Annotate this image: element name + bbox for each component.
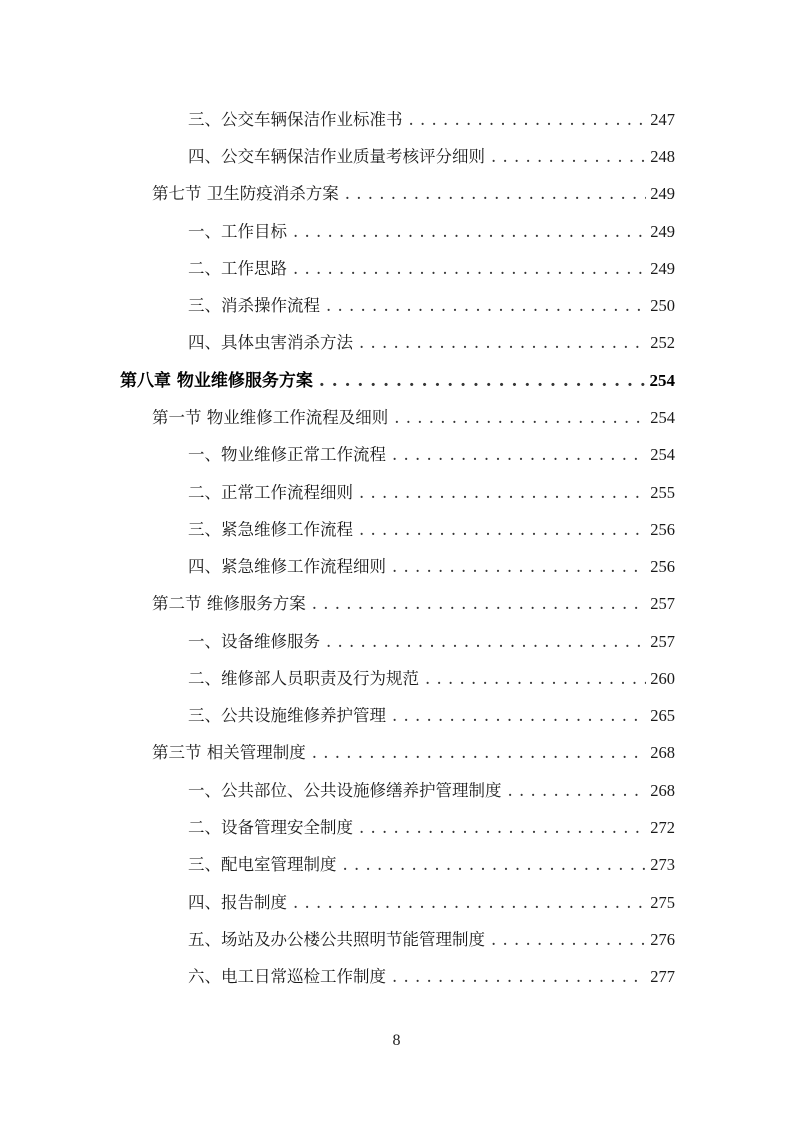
toc-entry[interactable] xyxy=(188,554,675,580)
dot-leader xyxy=(345,181,647,207)
toc-entry-title: 四、报告制度 xyxy=(188,893,287,912)
toc-entry-page: 268 xyxy=(650,781,675,800)
dot-leader xyxy=(293,890,646,916)
dot-leader xyxy=(409,107,647,133)
toc-entry-page: 252 xyxy=(650,333,675,352)
toc-entry-page: 249 xyxy=(650,184,675,203)
toc-entry-page: 254 xyxy=(650,408,675,427)
dot-leader xyxy=(359,480,646,506)
dot-leader xyxy=(392,442,646,468)
dot-leader xyxy=(508,778,647,804)
toc-entry[interactable] xyxy=(188,666,675,692)
toc-entry[interactable] xyxy=(188,442,675,468)
toc-entry-title: 一、公共部位、公共设施修缮养护管理制度 xyxy=(188,781,502,800)
toc-entry-title: 三、配电室管理制度 xyxy=(188,855,337,874)
toc-entry[interactable] xyxy=(188,107,675,133)
toc-entry-page: 256 xyxy=(650,557,675,576)
toc-entry-page: 250 xyxy=(650,296,675,315)
toc-entry-title: 四、公交车辆保洁作业质量考核评分细则 xyxy=(188,147,485,166)
toc-entry-page: 265 xyxy=(650,706,675,725)
dot-leader xyxy=(392,554,646,580)
dot-leader xyxy=(359,815,646,841)
toc-chapter-entry[interactable] xyxy=(120,368,675,394)
toc-entry-title: 三、公交车辆保洁作业标准书 xyxy=(188,110,403,129)
toc-entry[interactable] xyxy=(188,517,675,543)
toc-entry-page: 275 xyxy=(650,893,675,912)
page-number: 8 xyxy=(392,1032,401,1049)
dot-leader xyxy=(392,703,646,729)
toc-entry[interactable] xyxy=(188,219,675,245)
toc-entry-page: 254 xyxy=(650,445,675,464)
toc-entry-title: 三、消杀操作流程 xyxy=(188,296,320,315)
toc-entry[interactable] xyxy=(188,629,675,655)
toc-entry-page: 257 xyxy=(650,632,675,651)
toc-entry-title: 第三节 相关管理制度 xyxy=(152,743,306,762)
toc-entry-page: 257 xyxy=(650,594,675,613)
toc-entry[interactable] xyxy=(188,144,675,170)
dot-leader xyxy=(293,219,646,245)
dot-leader xyxy=(425,666,646,692)
toc-entry-title: 二、工作思路 xyxy=(188,259,287,278)
dot-leader xyxy=(394,405,646,431)
dot-leader xyxy=(326,293,646,319)
toc-entry-page: 249 xyxy=(650,259,675,278)
toc-entry-title: 一、工作目标 xyxy=(188,222,287,241)
dot-leader xyxy=(392,964,646,990)
toc-entry[interactable] xyxy=(188,852,675,878)
toc-entry[interactable] xyxy=(188,927,675,953)
toc-entry[interactable] xyxy=(188,256,675,282)
toc-entry-page: 276 xyxy=(650,930,675,949)
toc-entry-page: 256 xyxy=(650,520,675,539)
toc-entry-title: 二、正常工作流程细则 xyxy=(188,483,353,502)
toc-entry-title: 一、物业维修正常工作流程 xyxy=(188,445,386,464)
toc-entry[interactable] xyxy=(152,591,675,617)
toc-entry-title: 第一节 物业维修工作流程及细则 xyxy=(152,408,389,427)
toc-entry-title: 三、紧急维修工作流程 xyxy=(188,520,353,539)
dot-leader xyxy=(359,330,646,356)
toc-entry-page: 260 xyxy=(650,669,675,688)
toc-entry-page: 249 xyxy=(650,222,675,241)
toc-entry-title: 五、场站及办公楼公共照明节能管理制度 xyxy=(188,930,485,949)
toc-entry[interactable] xyxy=(188,330,675,356)
toc-entry-page: 273 xyxy=(650,855,675,874)
toc-entry-title: 四、具体虫害消杀方法 xyxy=(188,333,353,352)
toc-entry-title: 四、紧急维修工作流程细则 xyxy=(188,557,386,576)
toc-entry-page: 255 xyxy=(650,483,675,502)
toc-entry-title: 二、维修部人员职责及行为规范 xyxy=(188,669,419,688)
toc-entry[interactable] xyxy=(152,181,675,207)
toc-entry[interactable] xyxy=(188,293,675,319)
toc-entry-title: 三、公共设施维修养护管理 xyxy=(188,706,386,725)
toc-entry-title: 第二节 维修服务方案 xyxy=(152,594,306,613)
dot-leader xyxy=(343,852,647,878)
dot-leader xyxy=(312,591,647,617)
toc-entry-page: 248 xyxy=(650,147,675,166)
toc-entry[interactable] xyxy=(152,740,675,766)
toc-entry[interactable] xyxy=(188,703,675,729)
toc-entry-page: 254 xyxy=(649,371,675,390)
dot-leader xyxy=(319,368,646,394)
toc-entry[interactable] xyxy=(188,890,675,916)
toc-entry-page: 247 xyxy=(650,110,675,129)
toc-entry-title: 六、电工日常巡检工作制度 xyxy=(188,967,386,986)
dot-leader xyxy=(326,629,646,655)
toc-entry[interactable] xyxy=(188,778,675,804)
toc-entry-title: 第七节 卫生防疫消杀方案 xyxy=(152,184,339,203)
dot-leader xyxy=(312,740,647,766)
toc-entry-title: 第八章 物业维修服务方案 xyxy=(120,371,313,391)
dot-leader xyxy=(359,517,646,543)
toc-entry-title: 二、设备管理安全制度 xyxy=(188,818,353,837)
toc-entry-title: 一、设备维修服务 xyxy=(188,632,320,651)
toc-entry[interactable] xyxy=(188,964,675,990)
toc-entry-page: 272 xyxy=(650,818,675,837)
toc-entry[interactable] xyxy=(188,480,675,506)
toc-entry[interactable] xyxy=(152,405,675,431)
toc-entry-page: 277 xyxy=(650,967,675,986)
dot-leader xyxy=(491,927,646,953)
toc-entry[interactable] xyxy=(188,815,675,841)
dot-leader xyxy=(491,144,646,170)
toc-entry-page: 268 xyxy=(650,743,675,762)
dot-leader xyxy=(293,256,646,282)
